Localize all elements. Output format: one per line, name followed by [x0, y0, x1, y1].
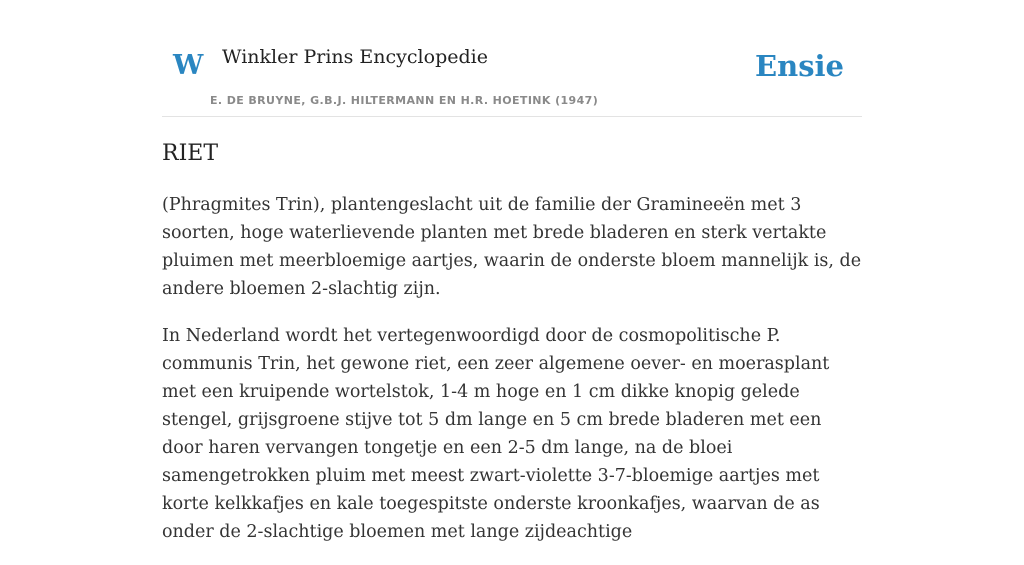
winkler-prins-logo[interactable]: W — [173, 50, 204, 81]
entry-content — [162, 140, 862, 565]
page-header — [162, 0, 862, 117]
ensie-logo[interactable]: Ensie — [755, 49, 844, 83]
entry-paragraph: (Phragmites Trin), plantengeslacht uit de familie der Gramineeën met 3 soorten, hoge waterlievende planten met brede bladeren en sterk vertakte pluimen met meerbloemige aartjes, waarin de onderste bloem mannelijk is, de andere bloemen 2-slachtig zijn. — [162, 194, 862, 299]
publication-title[interactable]: Winkler Prins Encyclopedie — [222, 46, 488, 68]
entry-paragraph: In Nederland wordt het vertegenwoordigd door de cosmopolitische P. communis Trin, het gewone riet, een zeer algemene oever- en moerasplant met een kruipende wortelstok, 1-4 m hoge en 1 cm dikke knopig gelede stengel, grijsgroene stijve tot 5 dm lange en 5 cm brede bladeren met een door haren vervangen tongetje en een 2-5 dm lange, na de bloei samengetrokken pluim met meest zwart-violette 3-7-bloemige aartjes met korte kelkkafjes en kale toegespitste onderste kroonkafjes, waarvan de as onder de 2-slachtige bloemen met lange zijdeachtige — [162, 325, 830, 542]
entry-title: RIET — [162, 141, 218, 166]
publication-authors: E. DE BRUYNE, G.B.J. HILTERMANN EN H.R. HOETINK (1947) — [210, 94, 599, 107]
